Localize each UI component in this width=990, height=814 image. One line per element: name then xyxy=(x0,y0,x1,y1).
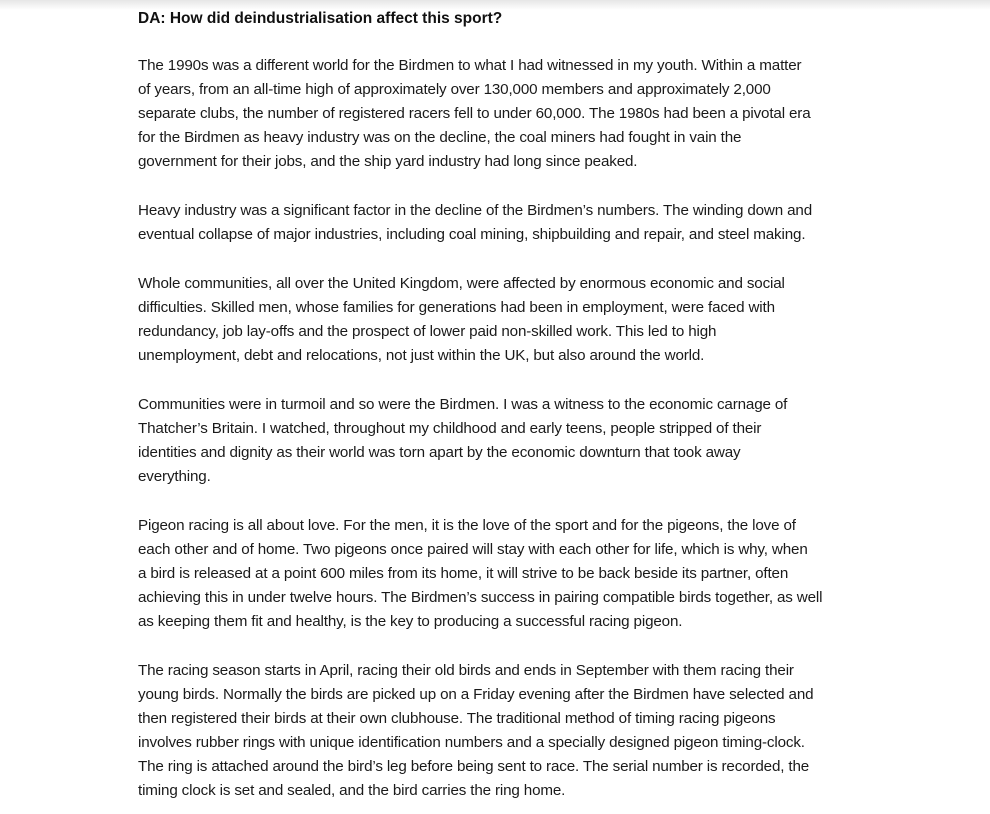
paragraph-line: unemployment, debt and relocations, not just within the UK, but also around the world. xyxy=(138,347,705,364)
paragraph xyxy=(138,199,878,247)
paragraph xyxy=(138,659,878,803)
article-body xyxy=(138,7,878,803)
paragraph-line: The 1990s was a different world for the Birdmen to what I had witnessed in my youth. Within a matter xyxy=(138,57,802,74)
paragraph-line: of years, from an all-time high of approximately over 130,000 members and approximately 2,000 xyxy=(138,81,771,98)
paragraph-line: as keeping them fit and healthy, is the key to producing a successful racing pigeon. xyxy=(138,613,683,630)
paragraph-line: Thatcher’s Britain. I watched, throughout my childhood and early teens, people stripped of their xyxy=(138,420,762,437)
paragraph-line: involves rubber rings with unique identification numbers and a specially designed pigeon timing-clock. xyxy=(138,734,805,751)
paragraph-line: Whole communities, all over the United Kingdom, were affected by enormous economic and social xyxy=(138,275,785,292)
paragraph-line: everything. xyxy=(138,468,211,485)
paragraph-line: The racing season starts in April, racing their old birds and ends in September with them racing their xyxy=(138,662,794,679)
paragraph xyxy=(138,272,878,368)
paragraph-line: Communities were in turmoil and so were the Birdmen. I was a witness to the economic carnage of xyxy=(138,396,788,413)
paragraph-line: Heavy industry was a significant factor in the decline of the Birdmen’s numbers. The winding down and xyxy=(138,202,813,219)
paragraph-line: for the Birdmen as heavy industry was on the decline, the coal miners had fought in vain the xyxy=(138,129,742,146)
paragraph xyxy=(138,393,878,489)
paragraph-line: each other and of home. Two pigeons once paired will stay with each other for life, which is why, when xyxy=(138,541,808,558)
paragraph-line: achieving this in under twelve hours. The Birdmen’s success in pairing compatible birds together, as well xyxy=(138,589,823,606)
paragraph-line: separate clubs, the number of registered racers fell to under 60,000. The 1980s had been a pivotal era xyxy=(138,105,811,122)
paragraph-line: eventual collapse of major industries, including coal mining, shipbuilding and repair, and steel making. xyxy=(138,226,806,243)
paragraph-line: young birds. Normally the birds are picked up on a Friday evening after the Birdmen have selected and xyxy=(138,686,814,703)
paragraph xyxy=(138,54,878,174)
paragraph-line: then registered their birds at their own clubhouse. The traditional method of timing racing pigeons xyxy=(138,710,776,727)
paragraph-line: redundancy, job lay-offs and the prospect of lower paid non-skilled work. This led to high xyxy=(138,323,717,340)
section-heading: DA: How did deindustrialisation affect this sport? xyxy=(138,10,503,27)
paragraph xyxy=(138,514,878,634)
paragraph-line: timing clock is set and sealed, and the bird carries the ring home. xyxy=(138,782,566,799)
paragraph-line: difficulties. Skilled men, whose families for generations had been in employment, were faced with xyxy=(138,299,775,316)
paragraph-line: government for their jobs, and the ship yard industry had long since peaked. xyxy=(138,153,638,170)
paragraph-line: a bird is released at a point 600 miles from its home, it will strive to be back beside its partner, often xyxy=(138,565,789,582)
paragraph-line: Pigeon racing is all about love. For the men, it is the love of the sport and for the pigeons, the love of xyxy=(138,517,796,534)
paragraphs xyxy=(138,54,878,803)
paragraph-line: identities and dignity as their world was torn apart by the economic downturn that took away xyxy=(138,444,741,461)
paragraph-line: The ring is attached around the bird’s leg before being sent to race. The serial number is recorded, the xyxy=(138,758,810,775)
